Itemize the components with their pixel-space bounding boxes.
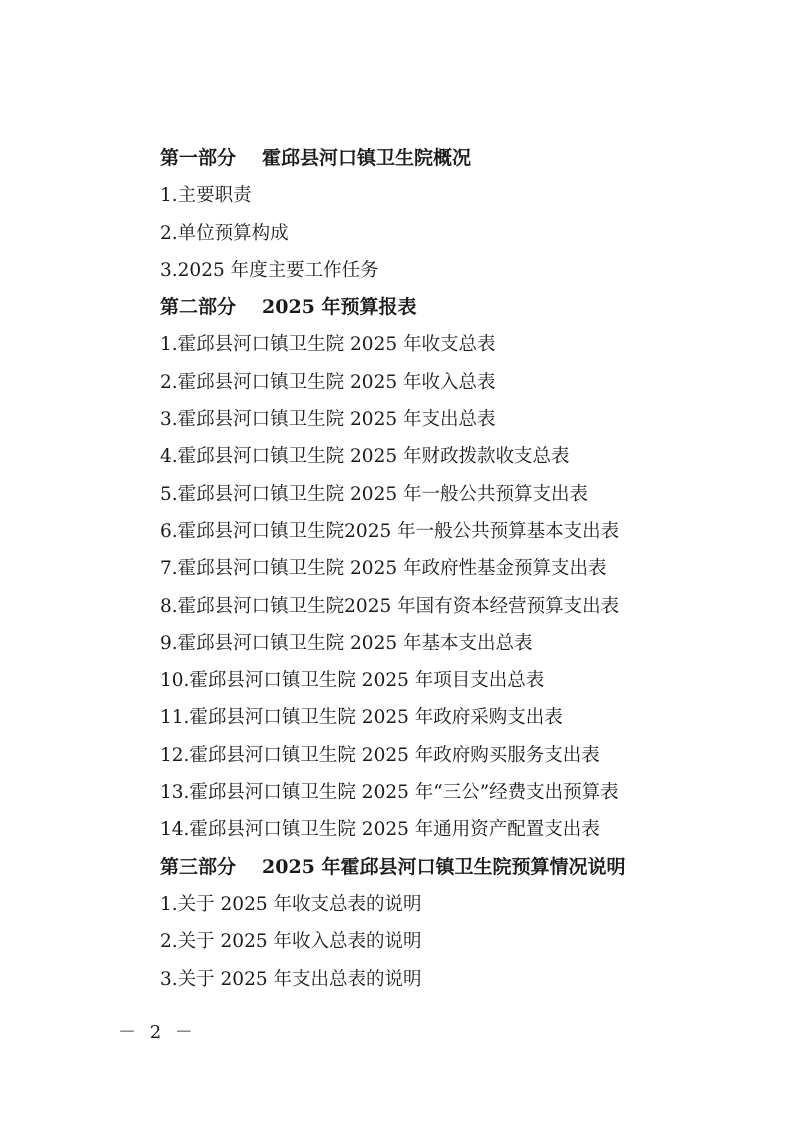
toc-item: 2.霍邱县河口镇卫生院 2025 年收入总表 [160,371,496,393]
section-title: 2025 年预算报表 [262,296,417,319]
toc-item: 6.霍邱县河口镇卫生院2025 年一般公共预算基本支出表 [160,520,620,542]
section-part-label: 第三部分 [160,855,237,878]
section-heading-2 [160,289,760,326]
page-number: － 2 － [118,1022,197,1043]
toc-item: 3.2025 年度主要工作任务 [160,259,379,281]
toc-item: 9.霍邱县河口镇卫生院 2025 年基本支出总表 [160,632,533,654]
table-of-contents [160,140,760,998]
toc-item: 4.霍邱县河口镇卫生院 2025 年财政拨款收支总表 [160,446,570,468]
section-title: 2025 年霍邱县河口镇卫生院预算情况说明 [262,855,626,878]
toc-item: 1.关于 2025 年收支总表的说明 [160,893,422,915]
toc-item: 3.关于 2025 年支出总表的说明 [160,968,422,990]
section-title: 霍邱县河口镇卫生院概况 [262,147,472,169]
section-heading-1 [160,140,760,177]
toc-item: 1.霍邱县河口镇卫生院 2025 年收支总表 [160,334,496,356]
section-part-label: 第一部分 [160,147,237,169]
toc-item: 2.单位预算构成 [160,222,289,244]
toc-item: 10.霍邱县河口镇卫生院 2025 年项目支出总表 [160,670,545,692]
section-heading-3 [160,849,760,886]
toc-item: 14.霍邱县河口镇卫生院 2025 年通用资产配置支出表 [160,819,600,841]
toc-item: 7.霍邱县河口镇卫生院 2025 年政府性基金预算支出表 [160,558,607,580]
toc-item: 12.霍邱县河口镇卫生院 2025 年政府购买服务支出表 [160,744,600,766]
toc-item: 13.霍邱县河口镇卫生院 2025 年“三公”经费支出预算表 [160,782,619,804]
toc-item: 11.霍邱县河口镇卫生院 2025 年政府采购支出表 [160,707,563,729]
section-part-label: 第二部分 [160,296,237,319]
toc-item: 3.霍邱县河口镇卫生院 2025 年支出总表 [160,409,496,431]
toc-item: 8.霍邱县河口镇卫生院2025 年国有资本经营预算支出表 [160,595,620,617]
toc-item: 1.主要职责 [160,185,252,207]
toc-item: 2.关于 2025 年收入总表的说明 [160,931,422,953]
toc-item: 5.霍邱县河口镇卫生院 2025 年一般公共预算支出表 [160,483,588,505]
